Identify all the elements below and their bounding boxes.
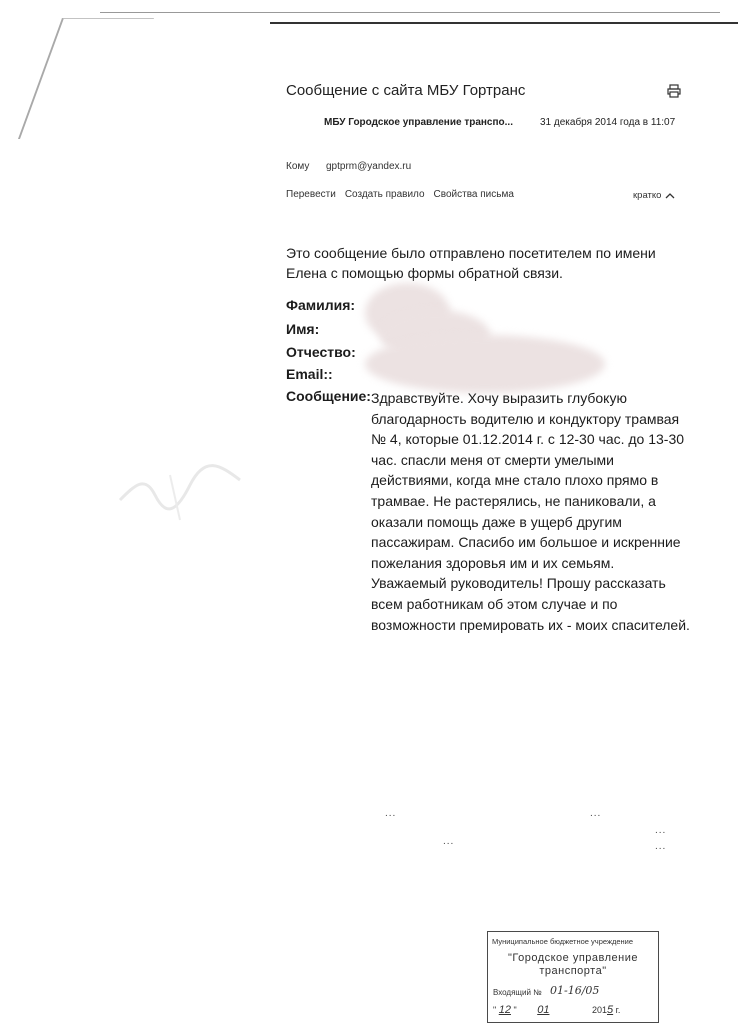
stamp-org-name <box>488 952 658 978</box>
name-label: Имя: <box>286 321 320 337</box>
incoming-stamp <box>487 931 659 1023</box>
translate-link[interactable]: Перевести <box>286 189 336 200</box>
stamp-date-day: 12 <box>498 1004 511 1016</box>
email-actions <box>286 189 514 200</box>
stamp-date-quote: " <box>493 1005 497 1015</box>
footer-dots: ... <box>443 836 455 847</box>
email-label: Email:: <box>286 366 333 382</box>
stamp-organization: Муниципальное бюджетное учреждение <box>492 937 634 946</box>
create-rule-link[interactable]: Создать правило <box>344 189 425 200</box>
scan-top-rule <box>270 22 738 24</box>
stamp-incoming-number: 01-16/05 <box>550 984 600 997</box>
stamp-name-line2: транспорта" <box>539 965 607 977</box>
footer-dots: ... <box>385 808 397 819</box>
stamp-incoming-label: Входящий № <box>493 988 542 997</box>
page-corner-fold <box>18 18 154 139</box>
intro-text: Это сообщение было отправлено посетителем по имени Елена с помощью формы обратной связи. <box>286 245 656 281</box>
surname-label: Фамилия: <box>286 297 356 313</box>
sender-name[interactable]: МБУ Городское управление транспо... <box>324 117 513 128</box>
scan-top-line <box>100 12 720 13</box>
message-label: Сообщение: <box>286 388 371 404</box>
footer-dots: ... <box>655 825 667 836</box>
stamp-date-quote: " <box>513 1005 517 1015</box>
to-address[interactable]: gptprm@yandex.ru <box>326 161 412 172</box>
chevron-up-icon <box>665 192 675 199</box>
message-properties-link[interactable]: Свойства письма <box>433 189 514 200</box>
stamp-name-line1: "Городское управление <box>507 952 639 964</box>
brief-label: кратко <box>633 190 662 201</box>
email-subject: Сообщение с сайта МБУ Гортранс <box>286 82 526 99</box>
patronymic-label: Отчество: <box>286 344 356 360</box>
faint-handwriting-mark <box>110 445 280 535</box>
to-label: Кому <box>286 161 310 172</box>
stamp-date-g: г. <box>615 1005 621 1015</box>
footer-dots: ... <box>655 841 667 852</box>
redacted-patronymic-email <box>365 335 605 393</box>
footer-dots: ... <box>590 808 602 819</box>
stamp-date-month: 01 <box>537 1004 550 1016</box>
message-text: Здравствуйте. Хочу выразить глубокую благодарность водителю и кондуктору трамвая № 4, которые 01.12.2014 г. с 12-30 час. до 13-30 час. спасли меня от смерти умелыми действиями, когда мне стало плохо прямо в трамвае. Не растерялись, не паниковали, а оказали помощь даже в ущерб другим пассажирам. Спасибо им большое и искренние пожелания здоровья им и их семьям. Уважаемый руководитель! Прошу рассказать всем работникам об этом случае и по возможности премировать их - моих спасителей. <box>371 390 690 633</box>
stamp-date-year-suffix: 5 <box>607 1004 614 1016</box>
printer-icon[interactable] <box>667 84 681 98</box>
brief-toggle[interactable] <box>633 190 675 201</box>
stamp-date <box>493 1004 620 1016</box>
stamp-date-year: 201 <box>591 1005 607 1015</box>
email-date: 31 декабря 2014 года в 11:07 <box>540 117 676 128</box>
